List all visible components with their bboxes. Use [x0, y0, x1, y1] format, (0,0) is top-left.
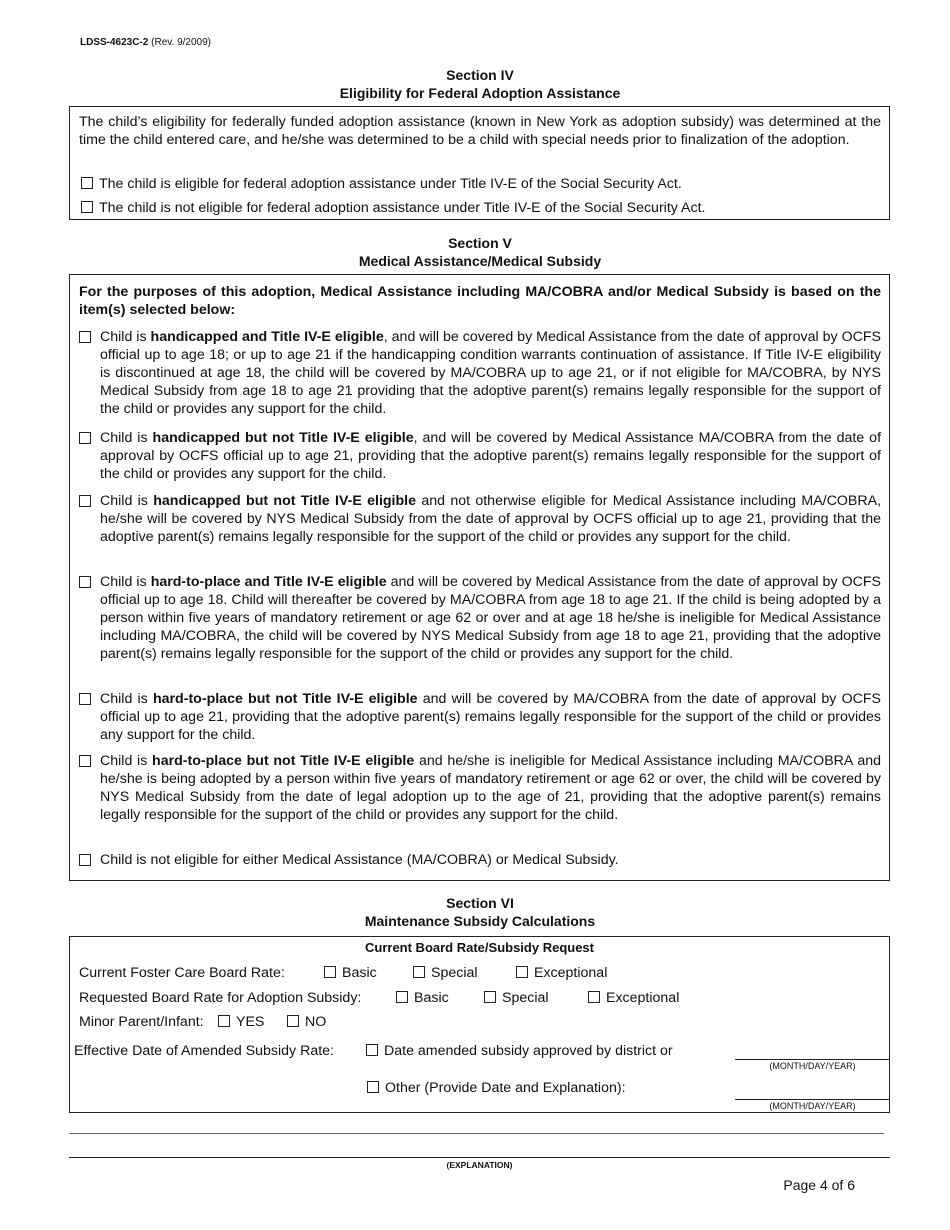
section-4-intro: The child’s eligibility for federally funded adoption assistance (known in New York as adoption subsidy) was determined at the time the child entered care, and he/she was determined to be a child with special needs prior to finalization of the adoption.	[79, 114, 881, 148]
minor-parent-label: Minor Parent/Infant:	[79, 1014, 204, 1030]
effective-date-line-1[interactable]	[735, 1059, 890, 1060]
page-number: Page 4 of 6	[783, 1177, 855, 1193]
checkbox[interactable]	[81, 177, 93, 189]
checkbox[interactable]	[81, 201, 93, 213]
checkbox[interactable]	[79, 854, 91, 866]
effective-opt-approved[interactable]: Date amended subsidy approved by district or	[366, 1042, 673, 1060]
section-4-heading: Section IV Eligibility for Federal Adoption Assistance	[339, 67, 621, 101]
checkbox[interactable]	[79, 331, 91, 343]
requested-rate-exceptional[interactable]: Exceptional	[588, 989, 679, 1007]
foster-rate-basic[interactable]: Basic	[324, 964, 377, 982]
medical-option-6[interactable]: Child is hard-to-place but not Title IV-E eligible and he/she is ineligible for Medical Assistance including MA/COBRA and he/she is being adopted by a person within five years of mandatory retirement or age 62 or over, the child will be covered by NYS Medical Subsidy from the date of legal adoption up to the age of 21, providing that the adoptive parent(s) remains legally responsible for the support of the child or provides any support for the child.	[79, 752, 881, 824]
checkbox[interactable]	[588, 991, 600, 1003]
date-caption-2: (MONTH/DAY/YEAR)	[769, 1101, 856, 1111]
requested-rate-special[interactable]: Special	[484, 989, 549, 1007]
checkbox[interactable]	[396, 991, 408, 1003]
effective-date-line-2[interactable]	[735, 1099, 890, 1100]
medical-option-4[interactable]: Child is hard-to-place and Title IV-E eligible and will be covered by Medical Assistance from the date of approval by OCFS official up to age 18. Child will thereafter be covered by MA/COBRA from age 18 to age 21. If the child is being adopted by a person within five years of mandatory retirement or age 62 or over and at age 18 he/she is ineligible for Medical Assistance including MA/COBRA, the child will be covered by NYS Medical Subsidy from age 18 to age 21, providing that the adoptive parent(s) remains legally responsible for the support of the child or provides any support for the child.	[79, 573, 881, 663]
medical-option-5[interactable]: Child is hard-to-place but not Title IV-E eligible and will be covered by MA/COBRA from the date of approval by OCFS official up to age 21, providing that the adoptive parent(s) remains legally responsible for the support of the child or provides any support for the child.	[79, 690, 881, 744]
medical-option-7[interactable]: Child is not eligible for either Medical Assistance (MA/COBRA) or Medical Subsidy.	[79, 851, 881, 869]
medical-option-2[interactable]: Child is handicapped but not Title IV-E eligible, and will be covered by Medical Assistance MA/COBRA from the date of approval by OCFS official up to age 21, providing that the adoptive parent(s) remains legally responsible for the support of the child or provides any support for the child.	[79, 429, 881, 483]
explanation-caption: (EXPLANATION)	[446, 1160, 513, 1170]
checkbox[interactable]	[516, 966, 528, 978]
section-4-box	[69, 106, 890, 220]
checkbox[interactable]	[79, 495, 91, 507]
section-5-intro: For the purposes of this adoption, Medical Assistance including MA/COBRA and/or Medical Subsidy is based on the item(s) selected below:	[79, 284, 881, 318]
foster-rate-special[interactable]: Special	[413, 964, 478, 982]
checkbox[interactable]	[484, 991, 496, 1003]
section-6-box	[69, 936, 890, 1113]
checkbox[interactable]	[218, 1015, 230, 1027]
checkbox[interactable]	[79, 432, 91, 444]
checkbox[interactable]	[79, 693, 91, 705]
checkbox[interactable]	[324, 966, 336, 978]
checkbox[interactable]	[413, 966, 425, 978]
foster-rate-label: Current Foster Care Board Rate:	[79, 965, 285, 981]
section-5-heading: Section V Medical Assistance/Medical Subsidy	[358, 235, 602, 269]
explanation-line-2[interactable]	[69, 1157, 890, 1158]
requested-rate-basic[interactable]: Basic	[396, 989, 449, 1007]
option-ive-eligible[interactable]: The child is eligible for federal adoption assistance under Title IV-E of the Social Security Act.	[81, 175, 682, 193]
date-caption-1: (MONTH/DAY/YEAR)	[769, 1061, 856, 1071]
checkbox[interactable]	[367, 1081, 379, 1093]
checkbox[interactable]	[79, 576, 91, 588]
explanation-line-1[interactable]	[69, 1133, 884, 1134]
section-5-box	[69, 274, 890, 881]
effective-opt-other[interactable]: Other (Provide Date and Explanation):	[367, 1079, 626, 1097]
form-id: LDSS-4623C-2 (Rev. 9/2009)	[80, 37, 211, 48]
checkbox[interactable]	[287, 1015, 299, 1027]
effective-date-label: Effective Date of Amended Subsidy Rate:	[74, 1043, 334, 1059]
medical-option-1[interactable]: Child is handicapped and Title IV-E eligible, and will be covered by Medical Assistance from the date of approval by OCFS official up to age 18; or up to age 21 if the handicapping condition warrants continuation of assistance. If Title IV-E eligibility is discontinued at age 18, the child will be covered by MA/COBRA up to age 21, or if not eligible for MA/COBRA, by NYS Medical Subsidy from age 18 to age 21 providing that the adoptive parent(s) remains legally responsible for the support of the child or provides any support for the child.	[79, 328, 881, 418]
medical-option-3[interactable]: Child is handicapped but not Title IV-E eligible and not otherwise eligible for Medical Assistance including MA/COBRA, he/she will be covered by NYS Medical Subsidy from the date of approval by OCFS official up to age 21, providing that the adoptive parent(s) remains legally responsible for the support of the child or provides any support for the child.	[79, 492, 881, 546]
foster-rate-exceptional[interactable]: Exceptional	[516, 964, 607, 982]
option-ive-not-eligible[interactable]: The child is not eligible for federal adoption assistance under Title IV-E of the Social Security Act.	[81, 199, 705, 217]
minor-parent-no[interactable]: NO	[287, 1013, 326, 1031]
checkbox[interactable]	[79, 755, 91, 767]
checkbox[interactable]	[366, 1044, 378, 1056]
section-6-heading: Section VI Maintenance Subsidy Calculations	[364, 895, 596, 929]
board-rate-box-title: Current Board Rate/Subsidy Request	[365, 940, 594, 955]
requested-rate-label: Requested Board Rate for Adoption Subsidy:	[79, 990, 362, 1006]
minor-parent-yes[interactable]: YES	[218, 1013, 264, 1031]
